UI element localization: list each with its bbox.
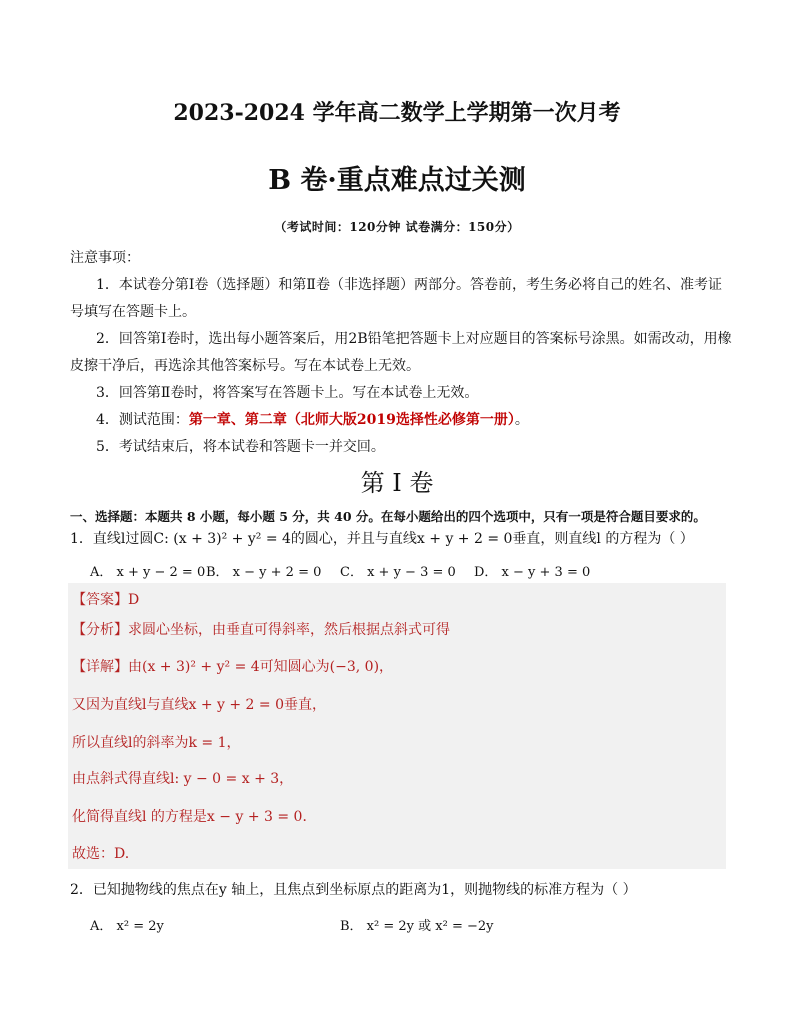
exam-title: 2023-2024 学年高二数学上学期第一次月考 — [173, 100, 621, 126]
question-1-stem: 1．直线l过圆C: (x + 3)² + y² = 4的圆心，并且与直线x + y + 2 = 0垂直，则直线l 的方程为（ ） — [70, 531, 694, 547]
note-1-line-2: 号填写在答题卡上。 — [70, 304, 196, 320]
question-1-option-d: D． x − y + 3 = 0 — [474, 565, 591, 580]
note-2-line-2: 皮擦干净后，再选涂其他答案标号。写在本试卷上无效。 — [70, 358, 420, 374]
solution-line-5: 化简得直线l 的方程是x − y + 3 = 0． — [72, 809, 317, 825]
exam-info: （考试时间：120分钟 试卷满分：150分） — [274, 220, 520, 234]
solution-line-2: 又因为直线l与直线x + y + 2 = 0垂直， — [72, 697, 326, 713]
solution-analysis: 【分析】求圆心坐标，由垂直可得斜率，然后根据点斜式可得 — [72, 622, 450, 638]
note-2-line-1: 2．回答第Ⅰ卷时，选出每小题答案后，用2B铅笔把答题卡上对应题目的答案标号涂黑。如需改动，用橡 — [96, 331, 732, 347]
note-4 — [96, 409, 529, 429]
question-2-stem: 2．已知抛物线的焦点在y 轴上，且焦点到坐标原点的距离为1，则抛物线的标准方程为（ ） — [70, 882, 637, 898]
note-4-suffix: 。 — [514, 412, 529, 428]
solution-answer: 【答案】D — [72, 592, 140, 608]
exam-subtitle: B 卷·重点难点过关测 — [268, 165, 526, 196]
solution-line-4: 由点斜式得直线l: y − 0 = x + 3， — [72, 771, 294, 787]
note-5: 5．考试结束后，将本试卷和答题卡一并交回。 — [96, 439, 385, 455]
solution-line-3: 所以直线l的斜率为k = 1， — [72, 735, 241, 751]
note-4-prefix: 4．测试范围： — [96, 412, 189, 428]
question-1-option-a: A． x + y − 2 = 0 — [90, 565, 206, 580]
note-3: 3．回答第Ⅱ卷时，将答案写在答题卡上。写在本试卷上无效。 — [96, 385, 479, 401]
notes-heading: 注意事项： — [70, 250, 140, 266]
question-2-option-b: B． x² = 2y 或 x² = −2y — [340, 919, 494, 934]
question-1-option-c: C． x + y − 3 = 0 — [340, 565, 456, 580]
note-1-line-1: 1．本试卷分第Ⅰ卷（选择题）和第Ⅱ卷（非选择题）两部分。答卷前，考生务必将自己的姓名、准考证 — [96, 277, 722, 293]
solution-detail: 【详解】由(x + 3)² + y² = 4可知圆心为(−3, 0)， — [72, 659, 394, 675]
section-title: 第 I 卷 — [360, 469, 434, 497]
note-4-scope: 第一章、第二章（北师大版2019选择性必修第一册） — [188, 412, 515, 428]
question-1-option-b: B． x − y + 2 = 0 — [206, 565, 322, 580]
section-instruction: 一、选择题：本题共 8 小题，每小题 5 分，共 40 分。在每小题给出的四个选项中，只有一项是符合题目要求的。 — [70, 509, 706, 524]
question-2-option-a: A． x² = 2y — [90, 919, 164, 934]
solution-line-6: 故选：D. — [72, 846, 130, 862]
